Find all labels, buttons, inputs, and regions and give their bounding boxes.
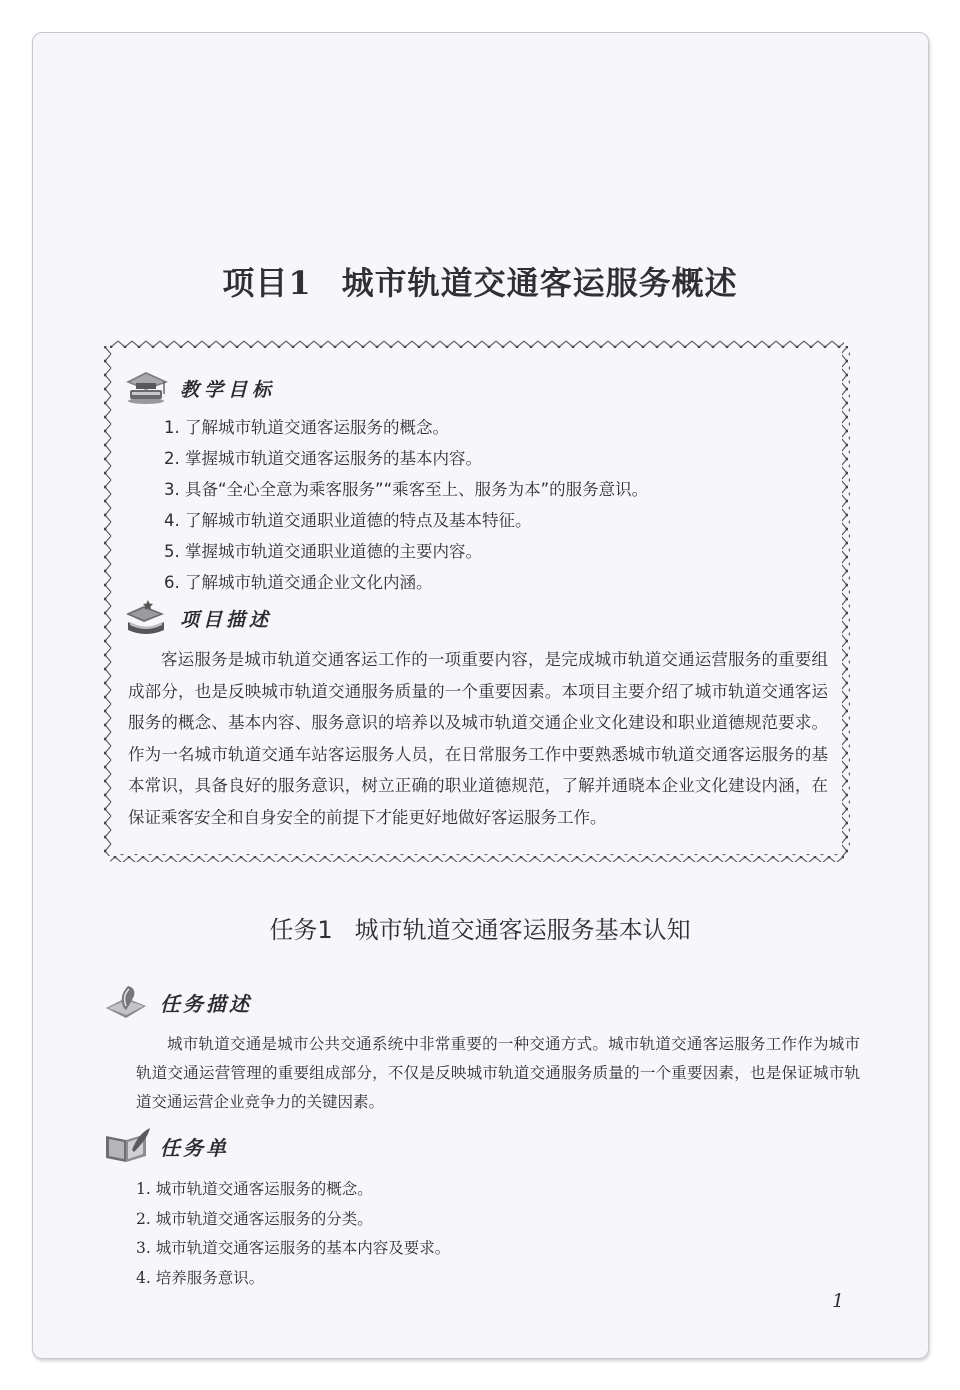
task-list-item: 2. 城市轨道交通客运服务的分类。 bbox=[136, 1209, 373, 1228]
objective-item: 6. 了解城市轨道交通企业文化内涵。 bbox=[164, 573, 433, 592]
objective-item: 3. 具备“全心全意为乘客服务”“乘客至上、服务为本”的服务意识。 bbox=[164, 480, 649, 499]
objectives-heading-text: 教学目标 bbox=[180, 378, 277, 401]
chapter-number: 项目1 bbox=[222, 264, 312, 302]
project-description-text: 客运服务是城市轨道交通客运工作的一项重要内容，是完成城市轨道交通运营服务的重要组成部分，也是反映城市轨道交通服务质量的一个重要因素。本项目主要介绍了城市轨道交通客运服务的概念、基本内容、服务意识的培养以及城市轨道交通企业文化建设和职业道德规范要求。作为一名城市轨道交通车站客运服务人员，在日常服务工作中要熟悉城市轨道交通客运服务的基本常识，具备良好的服务意识，树立正确的职业道德规范，了解并通晓本企业文化建设内涵，在保证乘客安全和自身安全的前提下才能更好地做好客运服务工作。 bbox=[128, 650, 828, 827]
task-list-heading-text: 任务单 bbox=[160, 1135, 229, 1160]
task-list-item: 4. 培养服务意识。 bbox=[136, 1268, 265, 1287]
chapter-title bbox=[0, 258, 960, 304]
task-list-item: 1. 城市轨道交通客运服务的概念。 bbox=[136, 1180, 373, 1198]
graduation-cap-books-icon bbox=[124, 370, 172, 406]
task-description-heading bbox=[104, 984, 252, 1020]
graduation-cap-book-star-icon bbox=[124, 600, 172, 636]
task-list-item: 3. 城市轨道交通客运服务的基本内容及要求。 bbox=[136, 1239, 451, 1257]
quill-pen-icon bbox=[104, 984, 152, 1020]
task-list-heading bbox=[104, 1128, 229, 1164]
objective-item: 2. 掌握城市轨道交通客运服务的基本内容。 bbox=[164, 449, 482, 468]
objectives-list bbox=[164, 412, 648, 598]
objective-item: 1. 了解城市轨道交通客运服务的概念。 bbox=[164, 418, 449, 437]
open-book-pen-icon bbox=[104, 1128, 152, 1164]
task-list bbox=[136, 1175, 450, 1293]
task-title-text: 城市轨道交通客运服务基本认知 bbox=[354, 916, 691, 944]
project-description-heading bbox=[124, 600, 272, 636]
chapter-title-text: 城市轨道交通客运服务概述 bbox=[341, 264, 738, 302]
page-number: 1 bbox=[832, 1290, 845, 1312]
project-description-heading-text: 项目描述 bbox=[180, 608, 273, 631]
objective-item: 5. 掌握城市轨道交通职业道德的主要内容。 bbox=[164, 542, 482, 561]
task-number: 任务1 bbox=[269, 916, 333, 944]
objectives-heading bbox=[124, 370, 276, 406]
task-title bbox=[0, 910, 960, 945]
objective-item: 4. 了解城市轨道交通职业道德的特点及基本特征。 bbox=[164, 511, 532, 530]
task-description-heading-text: 任务描述 bbox=[160, 991, 252, 1016]
task-description-text: 城市轨道交通是城市公共交通系统中非常重要的一种交通方式。城市轨道交通客运服务工作作为城市轨道交通运营管理的重要组成部分，不仅是反映城市轨道交通服务质量的一个重要因素，也是保证城市轨道交通运营企业竞争力的关键因素。 bbox=[136, 1035, 860, 1111]
